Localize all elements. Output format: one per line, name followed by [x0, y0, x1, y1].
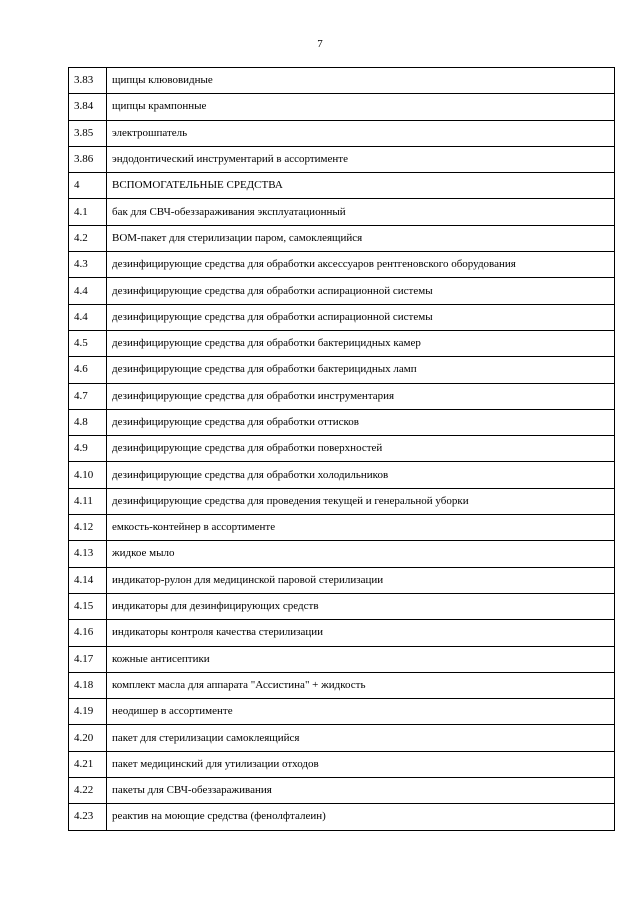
item-number-cell: 4.2	[69, 225, 107, 251]
table-row	[69, 94, 615, 120]
item-number-cell: 4.17	[69, 646, 107, 672]
item-number-cell: 4.4	[69, 304, 107, 330]
item-description-cell: дезинфицирующие средства для обработки аспирационной системы	[107, 278, 615, 304]
item-description-cell: щипцы клювовидные	[107, 68, 615, 94]
item-number-cell: 4.5	[69, 330, 107, 356]
table-row	[69, 778, 615, 804]
item-number-cell: 4.13	[69, 541, 107, 567]
item-number-cell: 4.23	[69, 804, 107, 830]
item-description-cell: пакет медицинский для утилизации отходов	[107, 751, 615, 777]
item-number-cell: 4.4	[69, 278, 107, 304]
table-row	[69, 541, 615, 567]
items-table-body	[69, 68, 615, 831]
item-description-cell: дезинфицирующие средства для обработки аспирационной системы	[107, 304, 615, 330]
table-row	[69, 173, 615, 199]
item-description-cell: дезинфицирующие средства для обработки холодильников	[107, 462, 615, 488]
table-row	[69, 357, 615, 383]
table-row	[69, 199, 615, 225]
item-number-cell: 4.14	[69, 567, 107, 593]
table-row	[69, 278, 615, 304]
table-row	[69, 462, 615, 488]
item-number-cell: 4.12	[69, 515, 107, 541]
table-row	[69, 409, 615, 435]
item-description-cell: дезинфицирующие средства для обработки бактерицидных камер	[107, 330, 615, 356]
table-row	[69, 646, 615, 672]
item-number-cell: 4.21	[69, 751, 107, 777]
table-row	[69, 146, 615, 172]
item-description-cell: ВОМ-пакет для стерилизации паром, самоклеящийся	[107, 225, 615, 251]
item-description-cell: комплект масла для аппарата "Ассистина" + жидкость	[107, 672, 615, 698]
item-description-cell: реактив на моющие средства (фенолфталеин)	[107, 804, 615, 830]
item-number-cell: 4.8	[69, 409, 107, 435]
table-row	[69, 699, 615, 725]
table-row	[69, 330, 615, 356]
item-number-cell: 4.7	[69, 383, 107, 409]
table-row	[69, 751, 615, 777]
table-row	[69, 593, 615, 619]
item-number-cell: 4.18	[69, 672, 107, 698]
table-row	[69, 225, 615, 251]
item-description-cell: дезинфицирующие средства для обработки аксессуаров рентгеновского оборудования	[107, 252, 615, 278]
item-description-cell: кожные антисептики	[107, 646, 615, 672]
item-description-cell: пакеты для СВЧ-обеззараживания	[107, 778, 615, 804]
table-row	[69, 567, 615, 593]
item-number-cell: 4.9	[69, 436, 107, 462]
items-table	[68, 67, 615, 831]
item-description-cell: пакет для стерилизации самоклеящийся	[107, 725, 615, 751]
item-description-cell: электрошпатель	[107, 120, 615, 146]
item-number-cell: 4.11	[69, 488, 107, 514]
item-description-cell: дезинфицирующие средства для проведения текущей и генеральной уборки	[107, 488, 615, 514]
item-number-cell: 3.85	[69, 120, 107, 146]
item-description-cell: индикатор-рулон для медицинской паровой стерилизации	[107, 567, 615, 593]
item-description-cell: щипцы крампонные	[107, 94, 615, 120]
item-number-cell: 4.6	[69, 357, 107, 383]
item-number-cell: 4.1	[69, 199, 107, 225]
table-row	[69, 120, 615, 146]
item-number-cell: 3.86	[69, 146, 107, 172]
item-description-cell: дезинфицирующие средства для обработки поверхностей	[107, 436, 615, 462]
table-row	[69, 383, 615, 409]
item-number-cell: 4.10	[69, 462, 107, 488]
item-description-cell: эндодонтический инструментарий в ассортименте	[107, 146, 615, 172]
table-row	[69, 672, 615, 698]
item-description-cell: индикаторы контроля качества стерилизации	[107, 620, 615, 646]
item-description-cell: емкость-контейнер в ассортименте	[107, 515, 615, 541]
item-description-cell: бак для СВЧ-обеззараживания эксплуатационный	[107, 199, 615, 225]
table-row	[69, 252, 615, 278]
page-number: 7	[317, 38, 323, 50]
table-row	[69, 804, 615, 830]
item-number-cell: 4.19	[69, 699, 107, 725]
item-description-cell: индикаторы для дезинфицирующих средств	[107, 593, 615, 619]
item-description-cell: жидкое мыло	[107, 541, 615, 567]
item-number-cell: 3.83	[69, 68, 107, 94]
item-description-cell: неодишер в ассортименте	[107, 699, 615, 725]
item-description-cell: ВСПОМОГАТЕЛЬНЫЕ СРЕДСТВА	[107, 173, 615, 199]
item-description-cell: дезинфицирующие средства для обработки инструментария	[107, 383, 615, 409]
item-number-cell: 4.20	[69, 725, 107, 751]
item-number-cell: 4	[69, 173, 107, 199]
table-row	[69, 436, 615, 462]
item-number-cell: 3.84	[69, 94, 107, 120]
table-row	[69, 68, 615, 94]
table-row	[69, 620, 615, 646]
table-row	[69, 515, 615, 541]
item-description-cell: дезинфицирующие средства для обработки оттисков	[107, 409, 615, 435]
item-number-cell: 4.15	[69, 593, 107, 619]
table-row	[69, 725, 615, 751]
item-number-cell: 4.22	[69, 778, 107, 804]
item-description-cell: дезинфицирующие средства для обработки бактерицидных ламп	[107, 357, 615, 383]
table-row	[69, 304, 615, 330]
item-number-cell: 4.3	[69, 252, 107, 278]
item-number-cell: 4.16	[69, 620, 107, 646]
table-row	[69, 488, 615, 514]
